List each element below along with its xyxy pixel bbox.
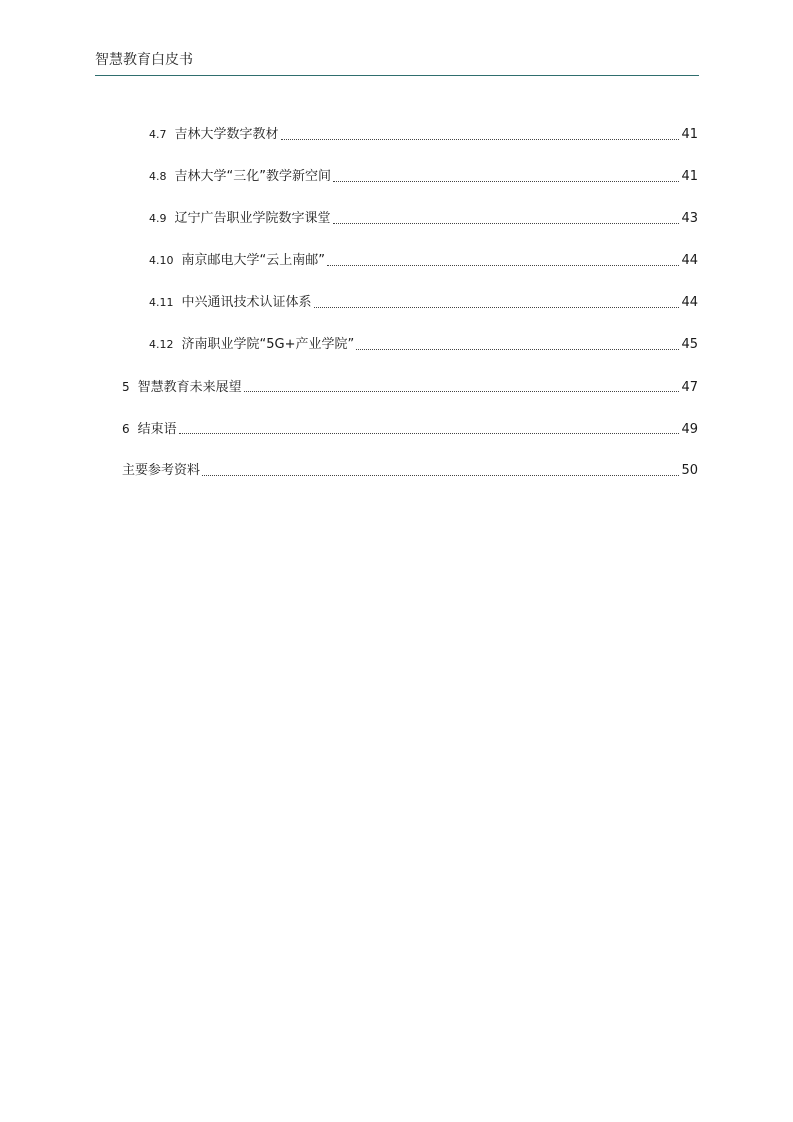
toc-entry-number: 4.9 — [149, 212, 167, 225]
toc-entry-page: 41 — [681, 169, 698, 184]
toc-entry-page: 47 — [681, 380, 698, 395]
toc-entry-page: 45 — [681, 337, 698, 352]
toc-entry-page: 41 — [681, 127, 698, 142]
toc-entry-4-12[interactable] — [149, 336, 698, 354]
toc-dot-leader — [179, 432, 680, 434]
toc-dot-leader — [281, 138, 680, 140]
toc-entry-title: 吉林大学数字教材 — [174, 127, 279, 142]
toc-entry-number: 4.10 — [149, 254, 174, 267]
toc-entry-number: 6 — [122, 422, 130, 436]
toc-entry-title: 主要参考资料 — [122, 463, 201, 478]
toc-entry-4-7[interactable] — [149, 126, 698, 144]
toc-entry-4-11[interactable] — [149, 294, 698, 312]
toc-entry-6[interactable] — [122, 420, 698, 438]
toc-dot-leader — [244, 390, 680, 392]
toc-entry-5[interactable] — [122, 378, 698, 396]
toc-entry-title: 辽宁广告职业学院数字课堂 — [174, 211, 331, 226]
toc-entry-number: 4.7 — [149, 128, 167, 141]
toc-entry-page: 49 — [681, 422, 698, 437]
toc-entry-4-9[interactable] — [149, 210, 698, 228]
toc-entry-page: 44 — [681, 253, 698, 268]
toc-entry-page: 43 — [681, 211, 698, 226]
toc-entry-title: 智慧教育未来展望 — [137, 380, 242, 395]
toc-dot-leader — [314, 306, 680, 308]
header-title: 智慧教育白皮书 — [95, 52, 193, 68]
toc-entry-4-10[interactable] — [149, 252, 698, 270]
toc-dot-leader — [202, 474, 679, 476]
toc-dot-leader — [333, 222, 680, 224]
toc-entry-number: 5 — [122, 380, 130, 394]
toc-entry-title: 中兴通讯技术认证体系 — [181, 295, 312, 310]
toc-entry-number: 4.12 — [149, 338, 174, 351]
toc-entry-page: 50 — [681, 463, 698, 478]
toc-dot-leader — [333, 180, 679, 182]
toc-dot-leader — [327, 264, 679, 266]
toc-entry-4-8[interactable] — [149, 168, 698, 186]
toc-entry-page: 44 — [681, 295, 698, 310]
toc-entry-title: 结束语 — [137, 422, 177, 437]
toc-dot-leader — [356, 348, 679, 350]
toc-entry-title: 济南职业学院“5G+产业学院” — [181, 337, 355, 352]
header-divider — [95, 75, 699, 76]
toc-entry-title: 吉林大学“三化”教学新空间 — [174, 169, 331, 184]
toc-entry-number: 4.11 — [149, 296, 174, 309]
toc-entry-number: 4.8 — [149, 170, 167, 183]
toc-entry-title: 南京邮电大学“云上南邮” — [181, 253, 325, 268]
toc-entry-references[interactable] — [122, 462, 698, 480]
